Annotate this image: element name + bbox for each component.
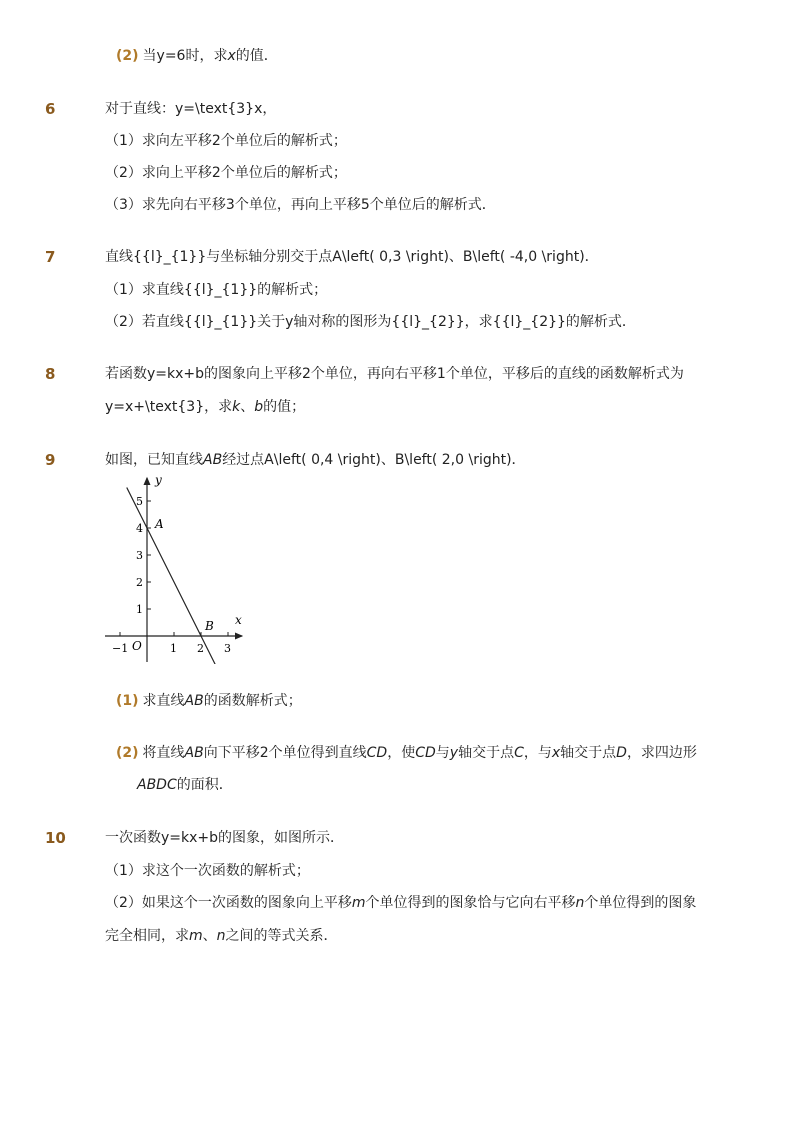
point-b-label: B bbox=[205, 619, 214, 633]
x-axis-label: x bbox=[235, 613, 242, 627]
y-axis-label: y bbox=[155, 474, 162, 487]
question-number: 6 bbox=[45, 100, 56, 118]
q9-part2-line1: (2) 将直线AB向下平移2个单位得到直线CD，使CD与y轴交于点C，与x轴交于点D，求四边形 bbox=[116, 745, 697, 761]
x-tick-label: 3 bbox=[224, 642, 231, 655]
q9-stem: 如图，已知直线AB经过点A\left( 0,4 \right)、B\left( 2,0 \right)． bbox=[105, 452, 526, 468]
q7-stem: 直线{{l}_{1}}与坐标轴分别交于点A\left( 0,3 \right)、B\left( -4,0 \right)． bbox=[105, 249, 599, 265]
q6-stem: 对于直线：y=\text{3}x， bbox=[105, 101, 277, 117]
q6-part1: （1）求向左平移2个单位后的解析式； bbox=[105, 133, 347, 149]
x-tick-label: 1 bbox=[170, 642, 177, 655]
question-number: 8 bbox=[45, 365, 56, 383]
question-number: 10 bbox=[45, 829, 66, 847]
q9-part2-line2: ABDC的面积． bbox=[137, 777, 233, 793]
origin-label: O bbox=[132, 639, 142, 653]
q8-stem-line1: 若函数y=kx+b的图象向上平移2个单位，再向右平移1个单位，平移后的直线的函数解析式为 bbox=[105, 366, 684, 382]
q6-part2: （2）求向上平移2个单位后的解析式； bbox=[105, 165, 347, 181]
y-tick-label: 1 bbox=[136, 603, 143, 616]
y-tick-label: 5 bbox=[136, 495, 143, 508]
q7-part1: （1）求直线{{l}_{1}}的解析式； bbox=[105, 282, 328, 298]
q5-part2: (2) 当y=6时，求x的值． bbox=[116, 48, 278, 64]
q9-part1: (1) 求直线AB的函数解析式； bbox=[116, 693, 302, 709]
x-tick-label: −1 bbox=[112, 642, 129, 655]
q10-stem: 一次函数y=kx+b的图象，如图所示． bbox=[105, 830, 345, 846]
q5-part2-label: (2) bbox=[116, 48, 139, 64]
q10-part2-line1: （2）如果这个一次函数的图象向上平移m个单位得到的图象恰与它向右平移n个单位得到的图象 bbox=[105, 895, 697, 911]
q10-part1: （1）求这个一次函数的解析式； bbox=[105, 863, 310, 879]
y-tick-label: 4 bbox=[136, 522, 143, 535]
q6-part3: （3）求先向右平移3个单位，再向上平移5个单位后的解析式． bbox=[105, 197, 496, 213]
q8-stem-line2: y=x+\text{3}，求k、b的值； bbox=[105, 399, 306, 415]
x-tick-label: 2 bbox=[197, 642, 204, 655]
question-number: 9 bbox=[45, 451, 56, 469]
q10-part2-line2: 完全相同，求m、n之间的等式关系． bbox=[105, 928, 338, 944]
y-tick-label: 3 bbox=[136, 549, 143, 562]
point-a-label: A bbox=[155, 517, 164, 531]
question-number: 7 bbox=[45, 248, 56, 266]
q7-part2: （2）若直线{{l}_{1}}关于y轴对称的图形为{{l}_{2}}，求{{l}_{2}}的解析式． bbox=[105, 314, 636, 330]
q9-coordinate-figure bbox=[100, 474, 250, 664]
y-tick-label: 2 bbox=[136, 576, 143, 589]
